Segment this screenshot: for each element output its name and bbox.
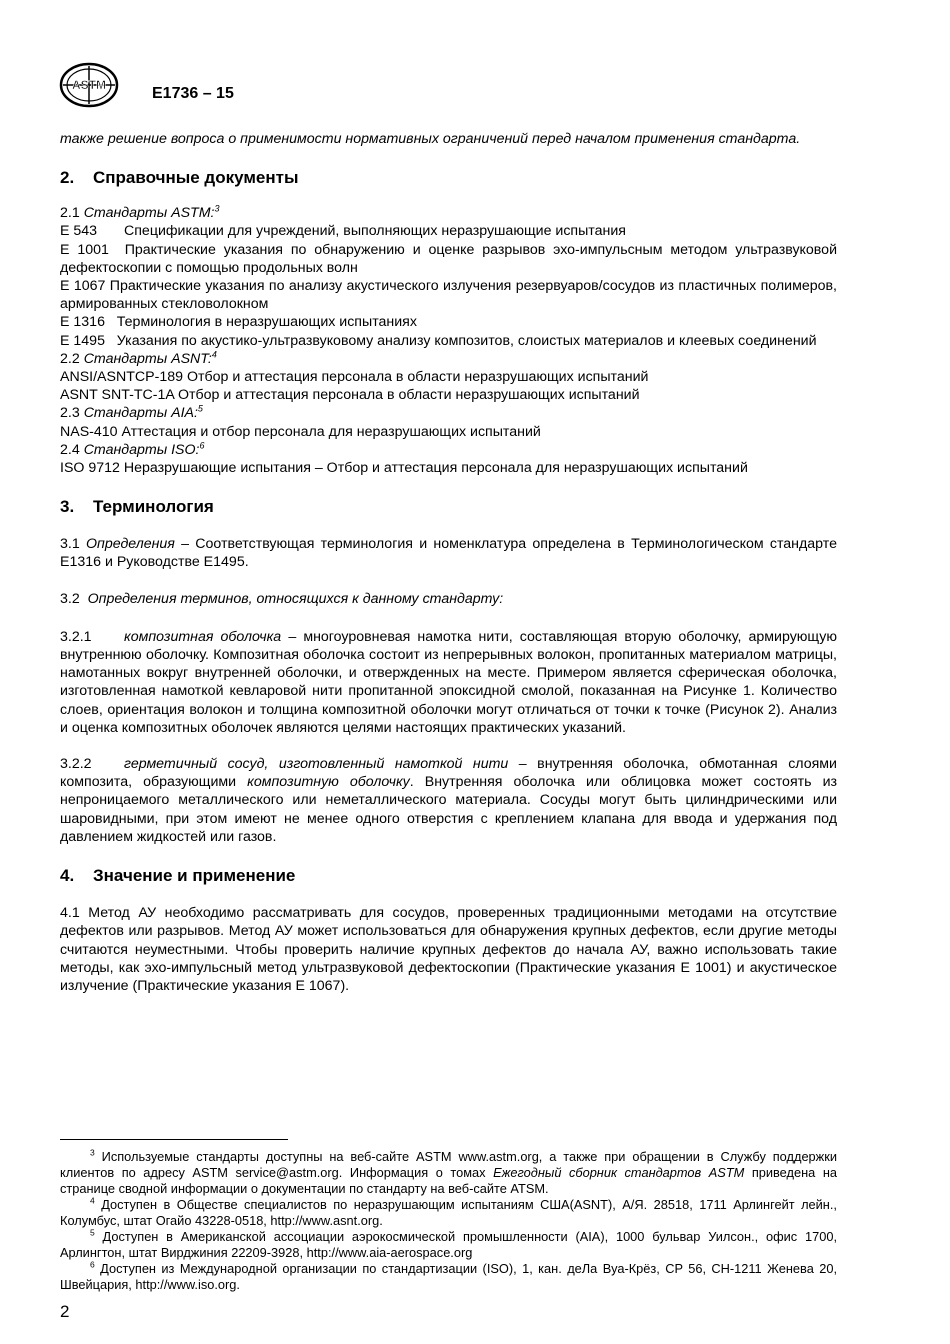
paragraph-3-1: 3.1 Определения – Соответствующая терминология и номенклатура определена в Терминологическом стандарте E1316 и Руководстве E1495.	[60, 536, 837, 571]
paragraph-3-2-2: 3.2.2 герметичный сосуд, изготовленный намоткой нити – внутренняя оболочка, обмотанная слоями композита, образующими композитную оболочку. Внутренняя оболочка или облицовка может состоять из непроницаемого металлического или неметаллического материала. Сосуды могут быть цилиндрическими или шаровидными, при этом имеют не менее одного отверстия с креплением клапана для ввода и удержания под давлением жидкостей или газов.	[60, 756, 837, 845]
main-content	[60, 130, 837, 995]
subsection-2-2: 2.2 Стандарты ASNT:$^4$	[60, 349, 217, 367]
astm-logo	[58, 62, 120, 108]
logo-text: ASTM	[72, 78, 106, 92]
astm-item: E 1001 Практические указания по обнаружению и оценке разрывов эхо-импульсным методом ультразвуковой дефектоскопии с помощью продольных волн	[60, 241, 837, 276]
footnotes	[60, 1149, 837, 1293]
subsection-2-3: 2.3 Стандарты AIA:$^5$	[60, 403, 203, 422]
section-2-heading: 2. Справочные документы	[60, 168, 299, 188]
section-4-heading: 4. Значение и применение	[60, 866, 296, 886]
subsection-2-1: 2.1 Стандарты ASTM:$^3$	[60, 203, 220, 222]
paragraph-3-2-1: 3.2.1 композитная оболочка – многоуровневая намотка нити, составляющая вторую оболочку, армирующую внутреннюю оболочку. Композитная оболочка состоит из непрерывных волокон, пропитанных материалом матрицы, намотанных вокруг внутренней оболочки, и отвержденных на месте. Примером является сферическая оболочка, изготовленная намоткой кевларовой нити пропитанной эпоксидной смолой, показанная на Рисунке 1. Количество слоев, ориентация волокон и толщина композитной оболочки могут отличаться от точки к точке (Рисунок 2). Анализ и оценка композитных оболочек являются целями настоящих практических указаний.	[60, 628, 837, 736]
asnt-item: ANSI/ASNTCP-189 Отбор и аттестация персонала в области неразрушающих испытаний	[60, 369, 649, 386]
footnote-6: $^6$ Доступен из Международной организации по стандартизации (ISO), 1, кан. деЛа Вуа-Крёз, CP 56, CH-1211 Женева 20, Швейцария, http://www.iso.org.	[60, 1259, 838, 1292]
astm-item: E 543 Спецификации для учреждений, выполняющих неразрушающие испытания	[60, 223, 626, 240]
document-code: E1736 – 15	[152, 85, 234, 102]
aia-item: NAS-410 Аттестация и отбор персонала для неразрушающих испытаний	[60, 423, 541, 440]
footnote-5: $^5$ Доступен в Американской ассоциации аэрокосмической промышленности (AIA), 1000 бульвар Уилсон., офис 1700, Арлингтон, штат Вирджиния 22209-3928, http://www.aia-aerospace.org	[60, 1227, 837, 1260]
intro-paragraph: также решение вопроса о применимости нормативных ограничений перед началом применения стандарта.	[60, 131, 801, 147]
footnote-separator	[60, 1139, 288, 1140]
subsection-2-4: 2.4 Стандарты ISO:$^6$	[60, 440, 205, 458]
footnote-3: $^3$ Используемые стандарты доступны на веб-сайте ASTM www.astm.org, а также при обращении в Службу поддержки клиентов по адресу ASTM service@astm.org. Информация о томах Ежегодный сборник стандартов ASTM приведена на странице сводной информации о документации по стандарту на веб-сайте ATSM.	[60, 1147, 837, 1196]
section-3-heading: 3. Терминология	[60, 497, 214, 517]
astm-item: E 1067 Практические указания по анализу акустического излучения резервуаров/сосудов из пластичных полимеров, армированных стекловолокном	[60, 278, 837, 313]
astm-item: E 1495 Указания по акустико-ультразвуковому анализу композитов, слоистых материалов и клеевых соединений	[60, 332, 817, 349]
paragraph-3-2: 3.2 Определения терминов, относящихся к данному стандарту:	[60, 590, 504, 607]
page-number: 2	[60, 1302, 70, 1321]
asnt-item: ASNT SNT-TC-1A Отбор и аттестация персонала в области неразрушающих испытаний	[60, 387, 640, 404]
references-list	[60, 204, 837, 477]
paragraph-4-1: 4.1 Метод АУ необходимо рассматривать для сосудов, проверенных традиционными методами на отсутствие дефектов или разрывов. Метод АУ может использоваться для обнаружения крупных дефектов, если другие методы считаются неуместными. Чтобы проверить наличие крупных дефектов до начала АУ, важно использовать такие методы, как эхо-импульсный метод ультразвуковой дефектоскопии (Практические указания E 1001) и акустическое излучение (Практические указания E 1067).	[60, 905, 837, 994]
iso-item: ISO 9712 Неразрушающие испытания – Отбор и аттестация персонала для неразрушающих испытаний	[60, 460, 748, 477]
astm-item: E 1316 Терминология в неразрушающих испытаниях	[60, 314, 417, 331]
footnote-4: $^4$ Доступен в Обществе специалистов по неразрушающим испытаниям США(ASNT), А/Я. 28518, 1711 Арлингейт лейн., Колумбус, штат Огайо 43228-0518, http://www.asnt.org.	[60, 1195, 837, 1228]
